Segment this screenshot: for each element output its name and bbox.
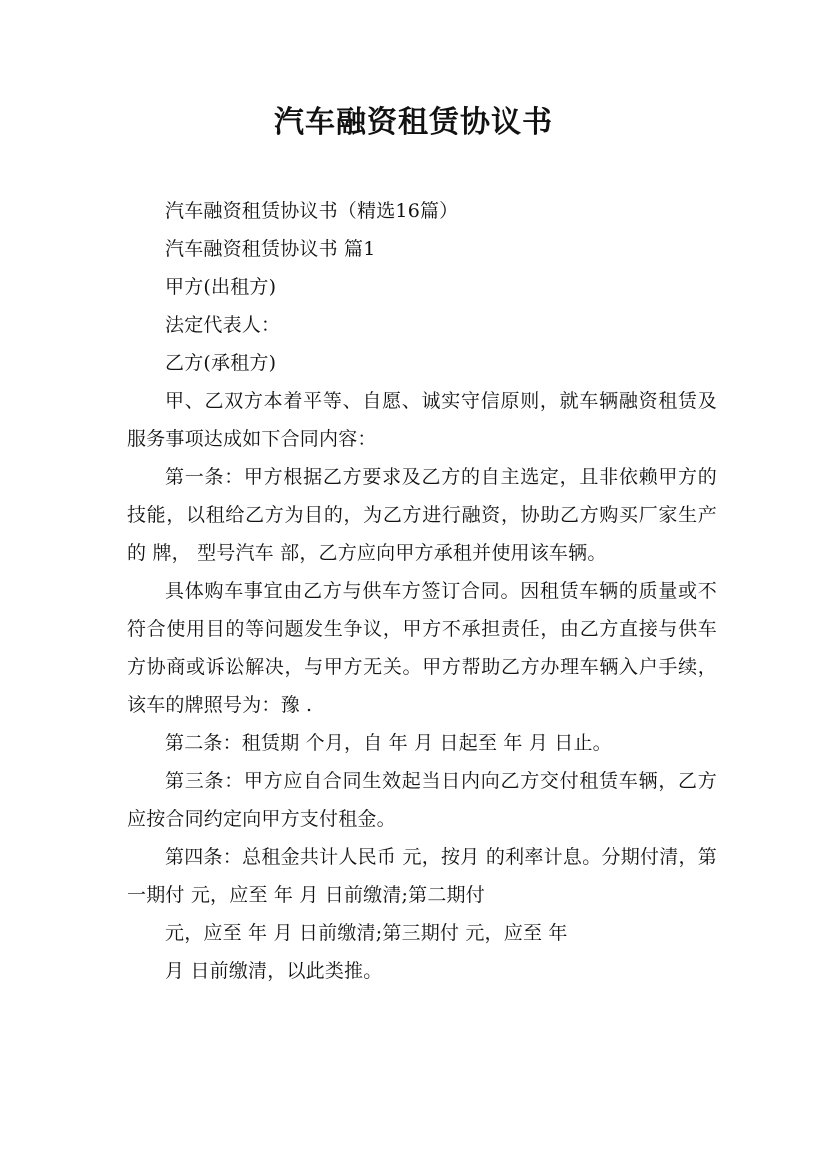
paragraph-article-1: 第一条：甲方根据乙方要求及乙方的自主选定，且非依赖甲方的技能，以租给乙方为目的，为乙方进行融资，协助乙方购买厂家生产的 牌， 型号汽车 部，乙方应向甲方承租并使用该车辆。 <box>127 466 717 564</box>
paragraph-legal-representative: 法定代表人： <box>165 314 281 336</box>
paragraph-chapter-heading: 汽车融资租赁协议书 篇1 <box>165 238 376 260</box>
paragraph-purchase-details: 具体购车事宜由乙方与供车方签订合同。因租赁车辆的质量或不符合使用目的等问题发生争议，甲方不承担责任，由乙方直接与供车方协商或诉讼解决，与甲方无关。甲方帮助乙方办理车辆入户手续，该车的牌照号为：豫 . <box>127 580 717 716</box>
document-title: 汽车融资租赁协议书 <box>274 105 553 140</box>
paragraph-party-b: 乙方(承租方) <box>165 352 277 374</box>
paragraph-party-a: 甲方(出租方) <box>165 276 277 298</box>
paragraph-article-3: 第三条：甲方应自合同生效起当日内向乙方交付租赁车辆，乙方应按合同约定向甲方支付租金。 <box>127 770 717 830</box>
paragraph-article-4: 第四条：总租金共计人民币 元，按月 的利率计息。分期付清，第一期付 元，应至 年 月 日前缴清;第二期付 <box>127 846 717 906</box>
paragraph-article-4-continued: 元，应至 年 月 日前缴清;第三期付 元，应至 年 <box>165 922 568 944</box>
paragraph-article-2: 第二条：租赁期 个月，自 年 月 日起至 年 月 日止。 <box>165 732 612 754</box>
document-body <box>127 192 717 990</box>
paragraph-preamble: 甲、乙双方本着平等、自愿、诚实守信原则，就车辆融资租赁及服务事项达成如下合同内容： <box>127 390 717 450</box>
paragraph-article-4-end: 月 日前缴清，以此类推。 <box>165 960 383 982</box>
paragraph-subtitle: 汽车融资租赁协议书（精选16篇） <box>165 200 459 222</box>
